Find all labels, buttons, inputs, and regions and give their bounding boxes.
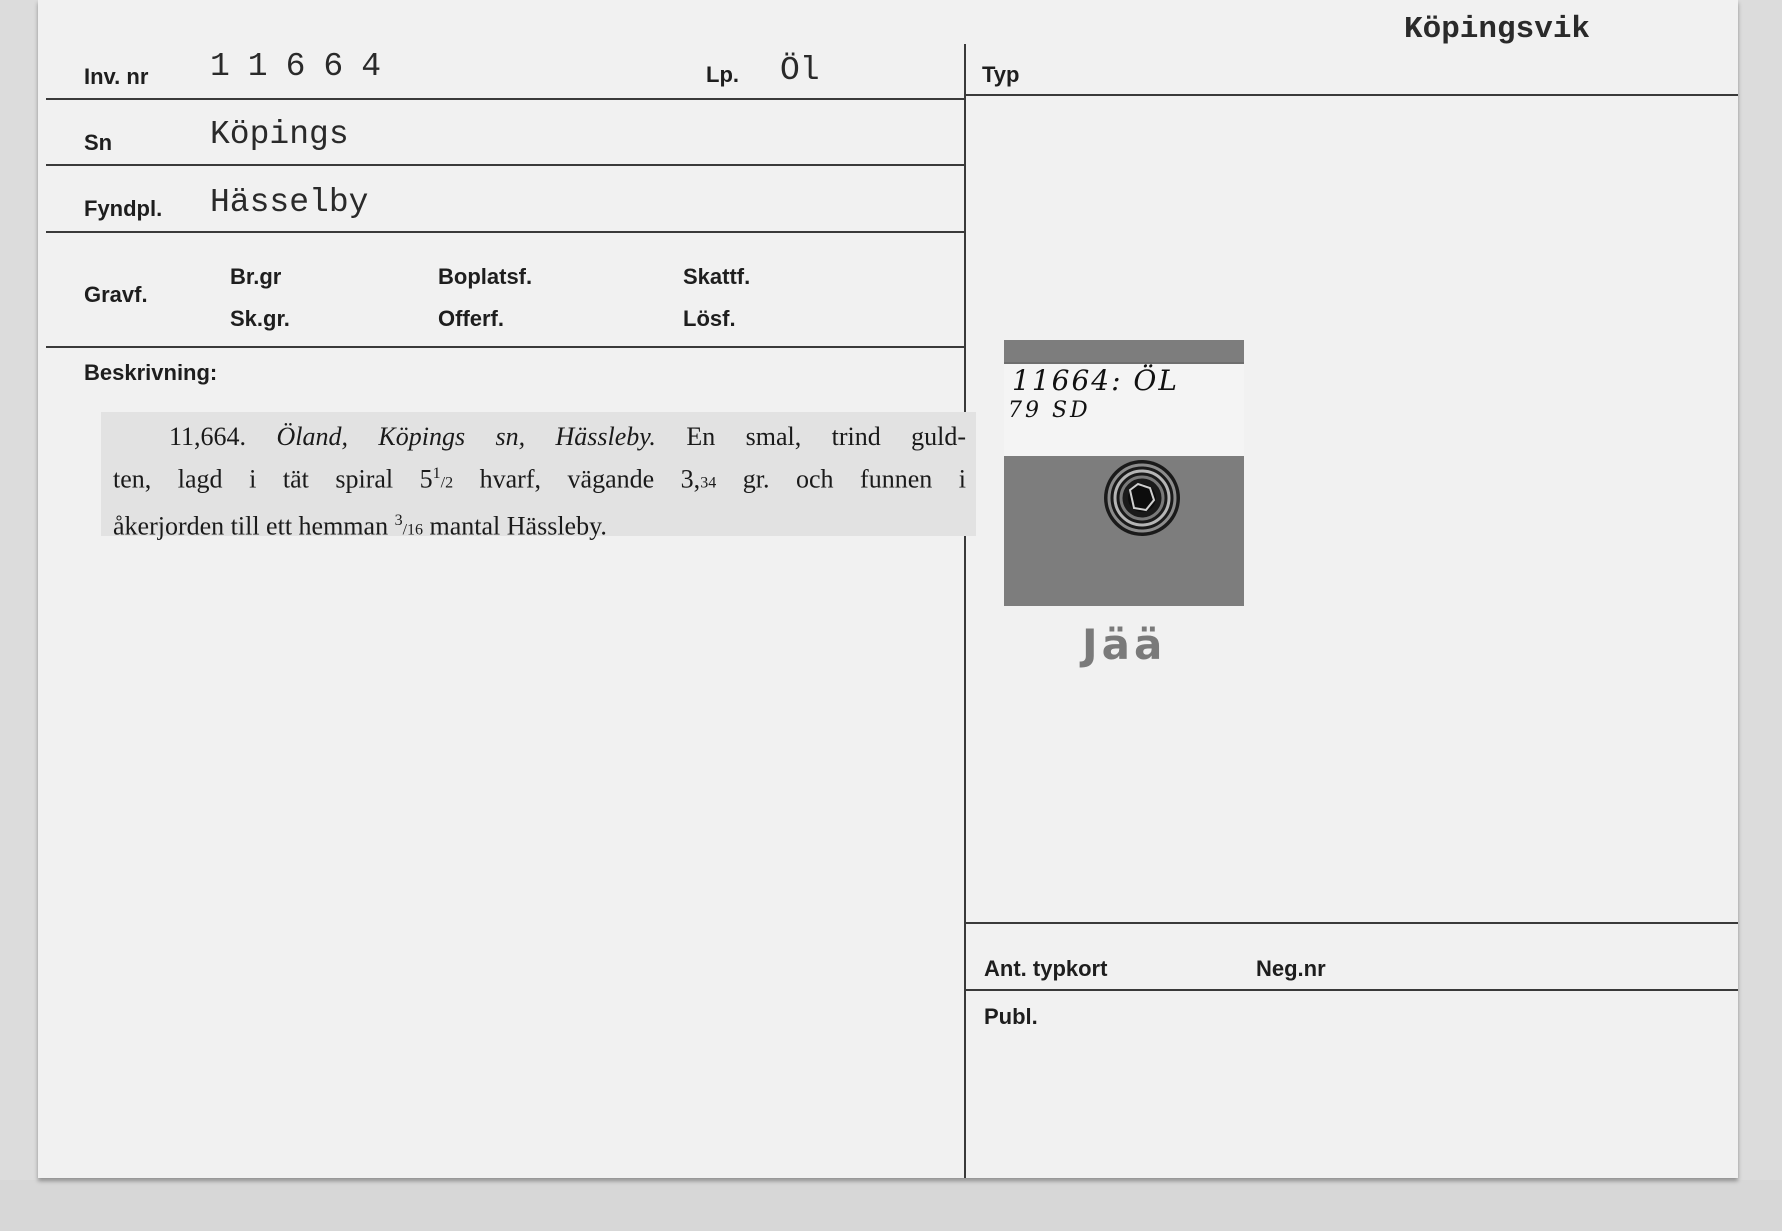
description-text-5: åkerjorden till ett hemman — [113, 511, 395, 541]
br-gr-label: Br.gr — [230, 264, 282, 289]
description-place: Öland, Köpings sn, Hässleby. — [276, 422, 656, 451]
footer-rule-2 — [966, 989, 1738, 991]
sn-value: Köpings — [210, 116, 349, 153]
beskrivning-label: Beskrivning: — [84, 360, 218, 385]
inv-nr-label: Inv. nr — [84, 64, 149, 89]
description-number: 11,664. — [169, 422, 247, 451]
rule-3 — [46, 231, 964, 233]
ant-typkort-label: Ant. typkort — [984, 956, 1108, 981]
description-text-6: mantal Hässleby. — [423, 511, 607, 541]
footer-rule-1 — [966, 922, 1738, 924]
losf-label: Lösf. — [683, 306, 736, 331]
artifact-photo — [1004, 340, 1244, 606]
typ-label: Typ — [982, 62, 1020, 87]
fyndpl-value: Hässelby — [210, 184, 369, 221]
ink-stamp: Jää — [1082, 620, 1167, 669]
description-line-1 — [113, 418, 966, 455]
rule-2 — [46, 164, 964, 166]
sk-gr-label: Sk.gr. — [230, 306, 290, 331]
description-text-1: En smal, trind guld- — [686, 422, 967, 451]
fraction-denominator: /2 — [440, 474, 454, 492]
description-text-4: gr. och funnen i — [716, 464, 966, 494]
fyndpl-label: Fyndpl. — [84, 196, 163, 221]
weight-decimal: 34 — [700, 474, 717, 492]
background-strip — [0, 1180, 1782, 1231]
description-text-3: hvarf, vägande 3, — [453, 464, 701, 494]
description-line-3 — [113, 502, 966, 549]
photo-label — [1004, 362, 1244, 456]
sn-label: Sn — [84, 130, 113, 155]
publ-label: Publ. — [984, 1004, 1038, 1029]
catalog-card — [38, 0, 1738, 1178]
location-stamp: Köpingsvik — [1404, 12, 1591, 47]
fraction2-denominator: /16 — [402, 521, 424, 539]
lp-value: Öl — [780, 52, 820, 89]
boplatsf-label: Boplatsf. — [438, 264, 533, 289]
neg-nr-label: Neg.nr — [1256, 956, 1326, 981]
description-slip — [101, 412, 976, 541]
spiral-ring-icon — [1100, 456, 1184, 540]
description-text-2: ten, lagd i tät spiral 5 — [113, 464, 433, 494]
fraction2-numerator: 3 — [394, 511, 403, 529]
description-line-2 — [113, 455, 966, 502]
skattf-label: Skattf. — [683, 264, 751, 289]
photo-label-line-1: 11664: ÖL — [1012, 364, 1179, 397]
rule-1 — [46, 98, 964, 100]
typ-rule — [966, 94, 1738, 96]
gravf-label: Gravf. — [84, 282, 148, 307]
lp-label: Lp. — [706, 62, 739, 87]
column-divider — [964, 44, 966, 1178]
inv-nr-value: 11664 — [210, 48, 400, 85]
rule-4 — [46, 346, 964, 348]
offerf-label: Offerf. — [438, 306, 504, 331]
fraction-numerator: 1 — [432, 465, 441, 482]
photo-label-line-2: 79 SD — [1008, 398, 1091, 423]
